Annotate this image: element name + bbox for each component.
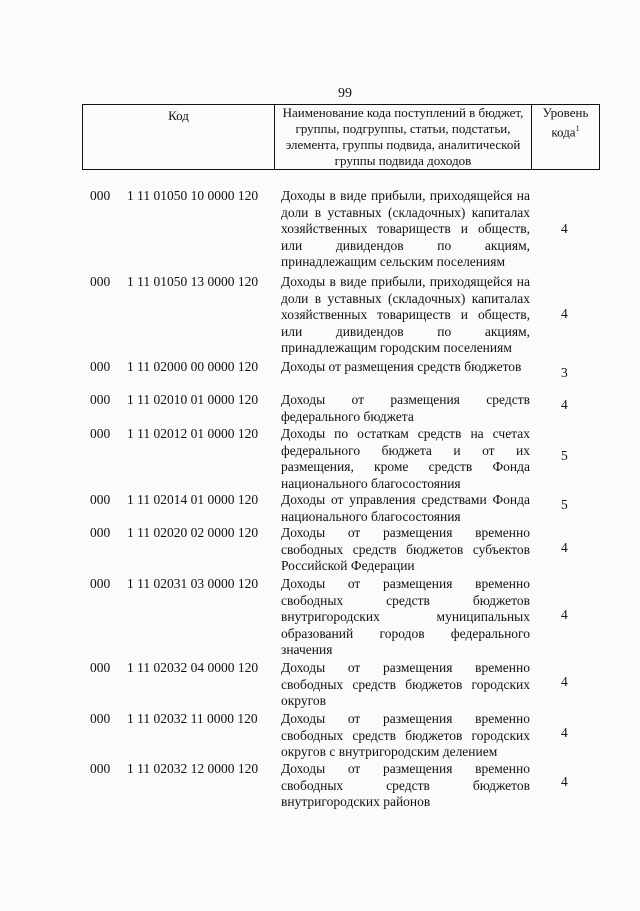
row-prefix: 000	[90, 274, 111, 289]
row-code: 1 11 02032 12 0000 120	[127, 761, 259, 776]
header-level-label: Уровень кода	[542, 105, 589, 140]
row-name: Доходы от размещения временно свободных средств бюджетов внутригородских районов	[281, 761, 530, 809]
row-name: Доходы в виде прибыли, приходящейся на доли в уставных (складочных) капиталах хозяйственных товариществ и обществ, или дивидендов по акциям, принадлежащим сельским поселениям	[281, 188, 530, 269]
row-prefix: 000	[90, 188, 111, 203]
row-code: 1 11 02010 01 0000 120	[127, 392, 259, 407]
row-name: Доходы в виде прибыли, приходящейся на доли в уставных (складочных) капиталах хозяйственных товариществ и обществ, или дивидендов по акциям, принадлежащим городским поселениям	[281, 274, 530, 355]
row-name: Доходы от управления средствами Фонда национального благосостояния	[281, 492, 530, 524]
row-level: 4	[561, 774, 568, 789]
row-prefix: 000	[90, 660, 111, 675]
row-level: 4	[561, 397, 568, 412]
row-level: 4	[561, 540, 568, 555]
row-prefix: 000	[90, 426, 111, 441]
row-level: 4	[561, 674, 568, 689]
row-level: 4	[561, 306, 568, 321]
row-prefix: 000	[90, 359, 111, 374]
row-prefix: 000	[90, 492, 111, 507]
row-name: Доходы от размещения временно свободных средств бюджетов городских округов с внутригородским делением	[281, 711, 530, 759]
row-level: 4	[561, 725, 568, 740]
row-prefix: 000	[90, 525, 111, 540]
row-name: Доходы от размещения временно свободных средств бюджетов внутригородских муниципальных образований городов федерального значения	[281, 576, 530, 657]
row-level: 3	[561, 365, 568, 380]
row-name: Доходы от размещения средств федерального бюджета	[281, 392, 530, 424]
header-code: Код	[83, 105, 275, 169]
row-name: Доходы по остаткам средств на счетах федерального бюджета и от их размещения, кроме средств Фонда национального благосостояния	[281, 426, 530, 491]
row-code: 1 11 02032 04 0000 120	[127, 660, 259, 675]
row-level: 4	[561, 607, 568, 622]
header-level-footnote: 1	[575, 124, 580, 133]
header-level	[532, 105, 599, 169]
row-prefix: 000	[90, 576, 111, 591]
row-prefix: 000	[90, 761, 111, 776]
row-prefix: 000	[90, 711, 111, 726]
row-level: 4	[561, 221, 568, 236]
row-code: 1 11 02020 02 0000 120	[127, 525, 259, 540]
row-level: 5	[561, 448, 568, 463]
row-name: Доходы от размещения временно свободных средств бюджетов субъектов Российской Федерации	[281, 525, 530, 573]
row-prefix: 000	[90, 392, 111, 407]
row-code: 1 11 02031 03 0000 120	[127, 576, 259, 591]
row-code: 1 11 02032 11 0000 120	[127, 711, 258, 726]
row-code: 1 11 01050 10 0000 120	[127, 188, 259, 203]
table-header	[82, 104, 600, 170]
row-name: Доходы от размещения средств бюджетов	[281, 359, 522, 374]
page-number: 99	[338, 86, 352, 101]
header-name: Наименование кода поступлений в бюджет, группы, подгруппы, статьи, подстатьи, элемента, группы подвида, аналитической группы подвида доходов	[275, 105, 532, 169]
row-code: 1 11 02012 01 0000 120	[127, 426, 259, 441]
row-level: 5	[561, 497, 568, 512]
row-code: 1 11 02000 00 0000 120	[127, 359, 259, 374]
row-name: Доходы от размещения временно свободных средств бюджетов городских округов	[281, 660, 530, 708]
row-code: 1 11 01050 13 0000 120	[127, 274, 259, 289]
row-code: 1 11 02014 01 0000 120	[127, 492, 259, 507]
